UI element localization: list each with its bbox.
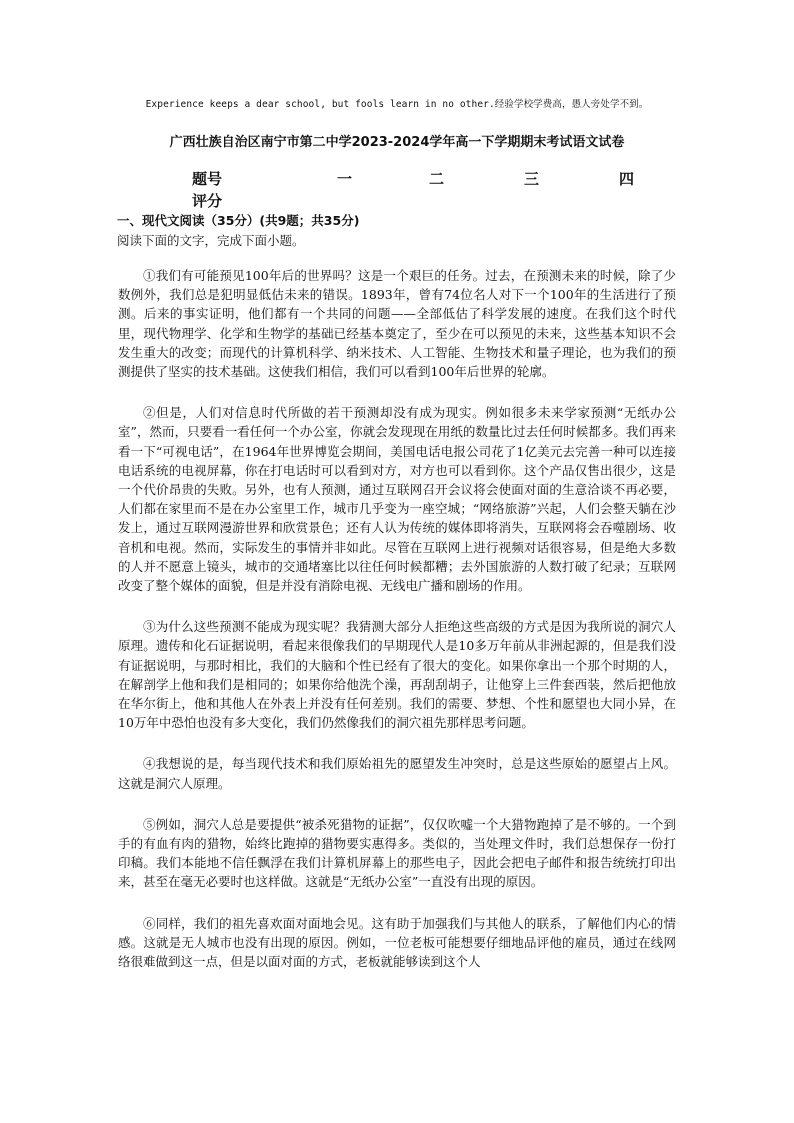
score-column-1: 一 (337, 170, 353, 188)
question-number-label: 题号 (192, 170, 223, 188)
header-quote: Experience keeps a dear school, but fools learn in no other.经验学校学费高，愚人旁处学不到。 (145, 99, 649, 110)
article-paragraph-6: ⑥同样，我们的祖先喜欢面对面地会见。这有助于加强我们与其他人的联系，了解他们内心的情感。这就是无人城市也没有出现的原因。例如，一位老板可能想要仔细地品评他的雇员，通过在线网络很难做到这一点，但是以面对面的方式，老板就能够读到这个人 (118, 915, 676, 970)
section-heading: 一、现代文阅读（35分）(共9题；共35分) (117, 213, 360, 228)
article-paragraph-1: ①我们有可能预见100年后的世界吗？这是一个艰巨的任务。过去，在预测未来的时候，除了少数例外，我们总是犯明显低估未来的错误。1893年，曾有74位名人对下一个100年的生活进行了预测。后来的事实证明，他们都有一个共同的问题——全部低估了科学发展的速度。在我们这个时代里，现代物理学、化学和生物学的基础已经基本奠定了，至少在可以预见的未来，这些基本知识不会发生重大的改变；而现代的计算机科学、纳米技术、人工智能、生物技术和量子理论，也为我们的预测提供了坚实的技术基础。这使我们相信，我们可以看到100年后世界的轮廓。 (118, 268, 676, 380)
article-paragraph-4: ④我想说的是，每当现代技术和我们原始祖先的愿望发生冲突时，总是这些原始的愿望占上风。这就是洞穴人原理。 (118, 756, 676, 791)
article-paragraph-2: ②但是，人们对信息时代所做的若干预测却没有成为现实。例如很多未来学家预测“无纸办公室”，然而，只要看一看任何一个办公室，你就会发现现在用纸的数量比过去任何时候都多。我们再来看一下“可视电话”，在1964年世界博览会期间，美国电话电报公司花了1亿美元去完善一种可以连接电话系统的电视屏幕，你在打电话时可以看到对方，对方也可以看到你。这个产品仅售出很少，这是一个代价昂贵的失败。另外，也有人预测，通过互联网召开会议将会使面对面的生意洽谈不再必要，人们都在家里而不是在办公室里工作，城市几乎变为一座空城；“网络旅游”兴起，人们会整天躺在沙发上，通过互联网漫游世界和欣赏景色；还有人认为传统的媒体即将消失，互联网将会吞噬剧场、收音机和电视。然而，实际发生的事情并非如此。尽管在互联网上进行视频对话很容易，但是绝大多数的人并不愿意上镜头，城市的交通堵塞比以往任何时候都糟；去外国旅游的人数打破了纪录；互联网改变了整个媒体的面貌，但是并没有消除电视、无线电广播和剧场的作用。 (118, 405, 676, 594)
score-table-header (192, 168, 642, 188)
article-body (118, 266, 676, 993)
score-column-4: 四 (619, 170, 635, 188)
reading-instruction: 阅读下面的文字，完成下面小题。 (117, 233, 305, 248)
document-title: 广西壮族自治区南宁市第二中学2023-2024学年高一下学期期末考试语文试卷 (169, 135, 625, 150)
article-paragraph-3: ③为什么这些预测不能成为现实呢？我猜测大部分人拒绝这些高级的方式是因为我所说的洞穴人原理。遗传和化石证据说明，看起来很像我们的早期现代人是10多万年前从非洲起源的，但是我们没有证据说明，与那时相比，我们的大脑和个性已经有了很大的变化。如果你拿出一个那个时期的人，在解剖学上他和我们是相同的；如果你给他洗个澡，再刮刮胡子，让他穿上三件套西装，然后把他放在华尔街上，他和其他人在外表上并没有任何差别。我们的需要、梦想、个性和愿望也大同小异，在10万年中恐怕也没有多大变化，我们仍然像我们的洞穴祖先那样思考问题。 (118, 619, 676, 731)
score-column-3: 三 (524, 170, 540, 188)
article-paragraph-5: ⑤例如，洞穴人总是要提供“被杀死猎物的证据”，仅仅吹嘘一个大猎物跑掉了是不够的。一个到手的有血有肉的猎物，始终比跑掉的猎物要实惠得多。类似的，当处理文件时，我们总想保存一份打印稿。我们本能地不信任飘浮在我们计算机屏幕上的那些电子，因此会把电子邮件和报告统统打印出来，甚至在毫无必要时也这样做。这就是“无纸办公室”一直没有出现的原因。 (118, 816, 676, 890)
score-label: 评分 (192, 192, 223, 210)
score-column-2: 二 (429, 170, 445, 188)
